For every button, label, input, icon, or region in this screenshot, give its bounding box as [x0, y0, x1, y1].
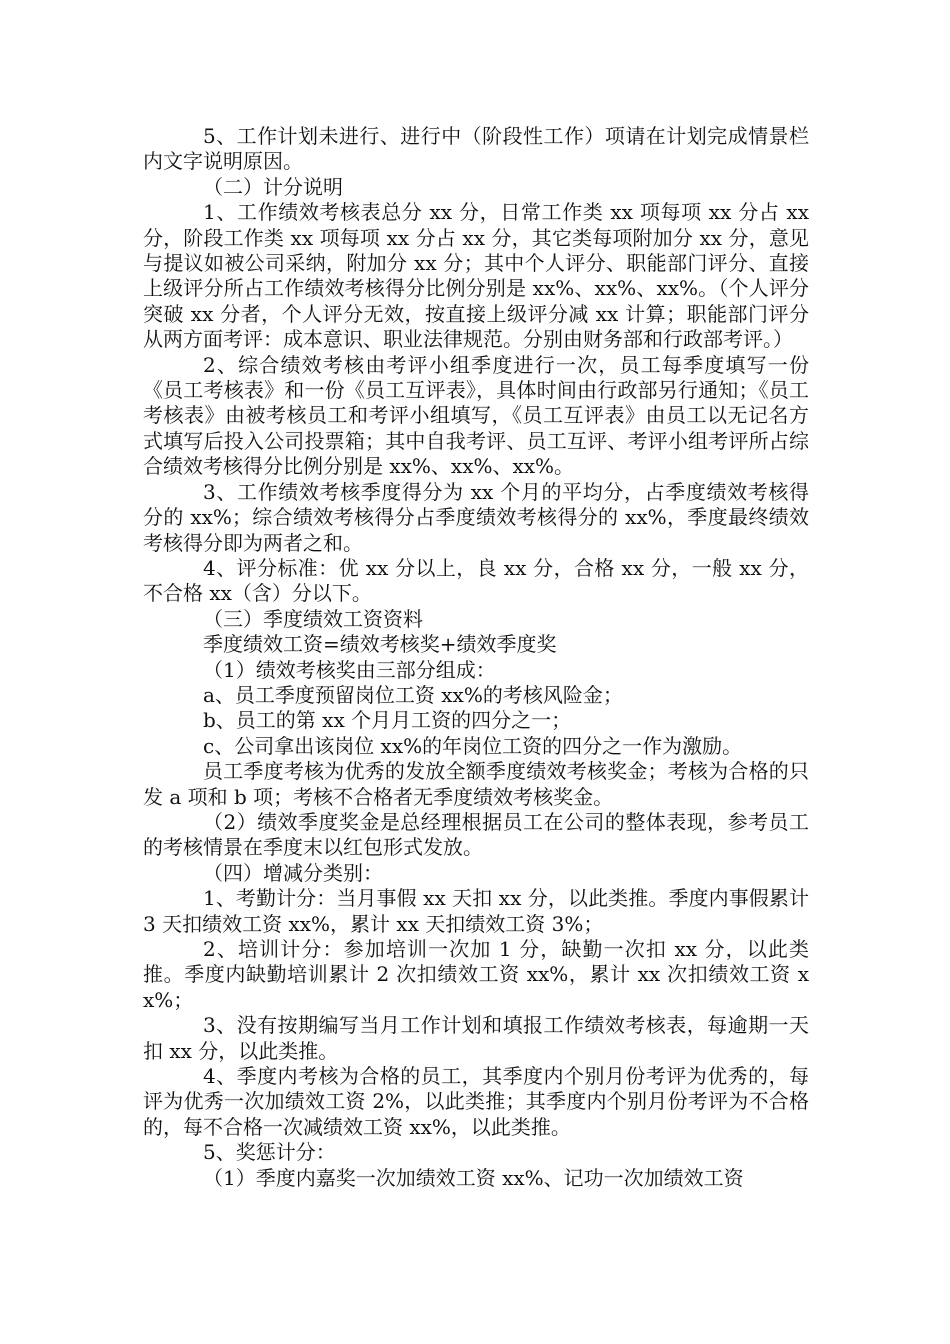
list-item: c、公司拿出该岗位 xx%的年岗位工资的四分之一作为激励。 [203, 733, 743, 758]
paragraph: 5、奖惩计分： [203, 1140, 336, 1165]
paragraph: 季度绩效工资=绩效考核奖+绩效季度奖 [203, 632, 557, 657]
paragraph: 2、培训计分：参加培训一次加 1 分，缺勤一次扣 xx 分，以此类推。季度内缺勤培训累计 2 次扣绩效工资 xx%，累计 xx 次扣绩效工资 xx%； [143, 937, 809, 1012]
paragraph: 4、评分标准：优 xx 分以上，良 xx 分，合格 xx 分，一般 xx 分，不合格 xx（含）分以下。 [143, 555, 809, 606]
paragraph: 3、没有按期编写当月工作计划和填报工作绩效考核表，每逾期一天扣 xx 分，以此类推。 [143, 1013, 809, 1063]
paragraph: 3、工作绩效考核季度得分为 xx 个月的平均分，占季度绩效考核得分的 xx%；综合绩效考核得分占季度绩效考核得分的 xx%，季度最终绩效考核得分即为两者之和。 [143, 479, 809, 555]
paragraph: （2）绩效季度奖金是总经理根据员工在公司的整体表现，参考员工的考核情景在季度末以红包形式发放。 [143, 809, 809, 860]
section-heading: （二）计分说明 [203, 174, 343, 199]
paragraph: （1）绩效考核奖由三部分组成： [203, 657, 496, 682]
document-body [143, 124, 809, 1191]
section-heading: （四）增减分类别： [203, 860, 383, 885]
list-item: a、员工季度预留岗位工资 xx%的考核风险金； [203, 682, 623, 707]
paragraph: 1、考勤计分：当月事假 xx 天扣 xx 分，以此类推。季度内事假累计 3 天扣绩效工资 xx%，累计 xx 天扣绩效工资 3%； [143, 886, 809, 936]
list-item: b、员工的第 xx 个月月工资的四分之一； [203, 708, 572, 733]
paragraph: 1、工作绩效考核表总分 xx 分，日常工作类 xx 项每项 xx 分占 xx 分，阶段工作类 xx 项每项 xx 分占 xx 分，其它类每项附加分 xx 分，意见与提议如被公司采纳，附加分 xx 分；其中个人评分、职能部门评分、直接上级评分所占工作绩效考核得分比例分别是 xx%、xx%、xx%。（个人评分突破 xx 分者，个人评分无效，按直接上级评分减 xx 计算；职能部门评分从两方面考评：成本意识、职业法律规范。分别由财务部和行政部考评。） [143, 200, 809, 352]
paragraph: 员工季度考核为优秀的发放全额季度绩效考核奖金；考核为合格的只发 a 项和 b 项；考核不合格者无季度绩效考核奖金。 [143, 759, 809, 809]
section-heading: （三）季度绩效工资资料 [203, 606, 423, 631]
paragraph: 5、工作计划未进行、进行中（阶段性工作）项请在计划完成情景栏内文字说明原因。 [143, 124, 809, 174]
paragraph: 4、季度内考核为合格的员工，其季度内个别月份考评为优秀的，每评为优秀一次加绩效工资 2%，以此类推；其季度内个别月份考评为不合格的，每不合格一次减绩效工资 xx%，以此类推。 [143, 1064, 809, 1139]
paragraph: （1）季度内嘉奖一次加绩效工资 xx%、记功一次加绩效工资 [203, 1165, 744, 1190]
paragraph: 2、综合绩效考核由考评小组季度进行一次，员工每季度填写一份《员工考核表》和一份《员工互评表》，具体时间由行政部另行通知；《员工考核表》由被考核员工和考评小组填写，《员工互评表》由员工以无记名方式填写后投入公司投票箱；其中自我考评、员工互评、考评小组考评所占综合绩效考核得分比例分别是 xx%、xx%、xx%。 [143, 352, 809, 479]
